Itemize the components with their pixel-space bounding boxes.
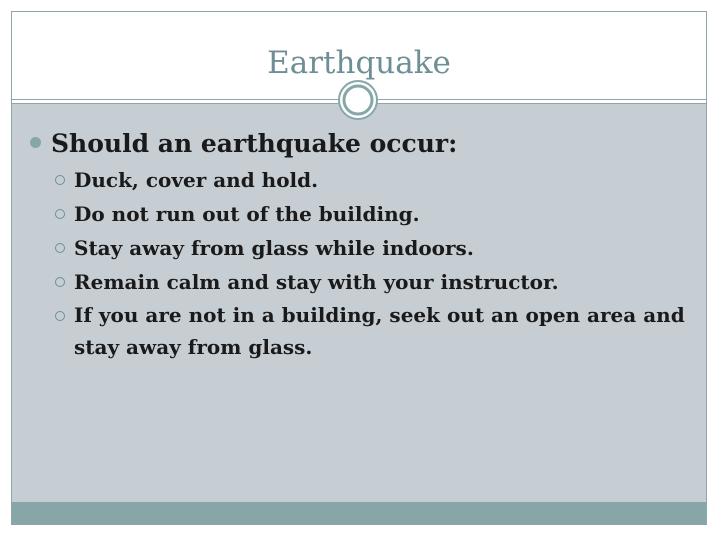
filled-circle-bullet-icon xyxy=(30,137,41,148)
main-bullet xyxy=(30,129,700,159)
list-item-text: Duck, cover and hold. xyxy=(74,168,319,192)
list-item xyxy=(55,265,695,299)
list-item-text: Remain calm and stay with your instructor. xyxy=(74,270,559,294)
hollow-circle-bullet-icon xyxy=(55,175,65,185)
list-item xyxy=(55,299,695,363)
list-item-text: If you are not in a building, seek out an open area and stay away from glass. xyxy=(74,303,685,359)
ring-ornament-icon xyxy=(337,79,379,121)
hollow-circle-bullet-icon xyxy=(55,243,65,253)
list-item-text: Do not run out of the building. xyxy=(74,202,420,226)
footer-band xyxy=(12,502,706,524)
list-item xyxy=(55,197,695,231)
hollow-circle-bullet-icon xyxy=(55,277,65,287)
list-item-text: Stay away from glass while indoors. xyxy=(74,236,474,260)
sub-bullet-list xyxy=(55,163,695,363)
list-item xyxy=(55,231,695,265)
main-bullet-text: Should an earthquake occur: xyxy=(51,129,458,158)
hollow-circle-bullet-icon xyxy=(55,311,65,321)
hollow-circle-bullet-icon xyxy=(55,209,65,219)
slide-title: Earthquake xyxy=(267,45,451,81)
list-item xyxy=(55,163,695,197)
